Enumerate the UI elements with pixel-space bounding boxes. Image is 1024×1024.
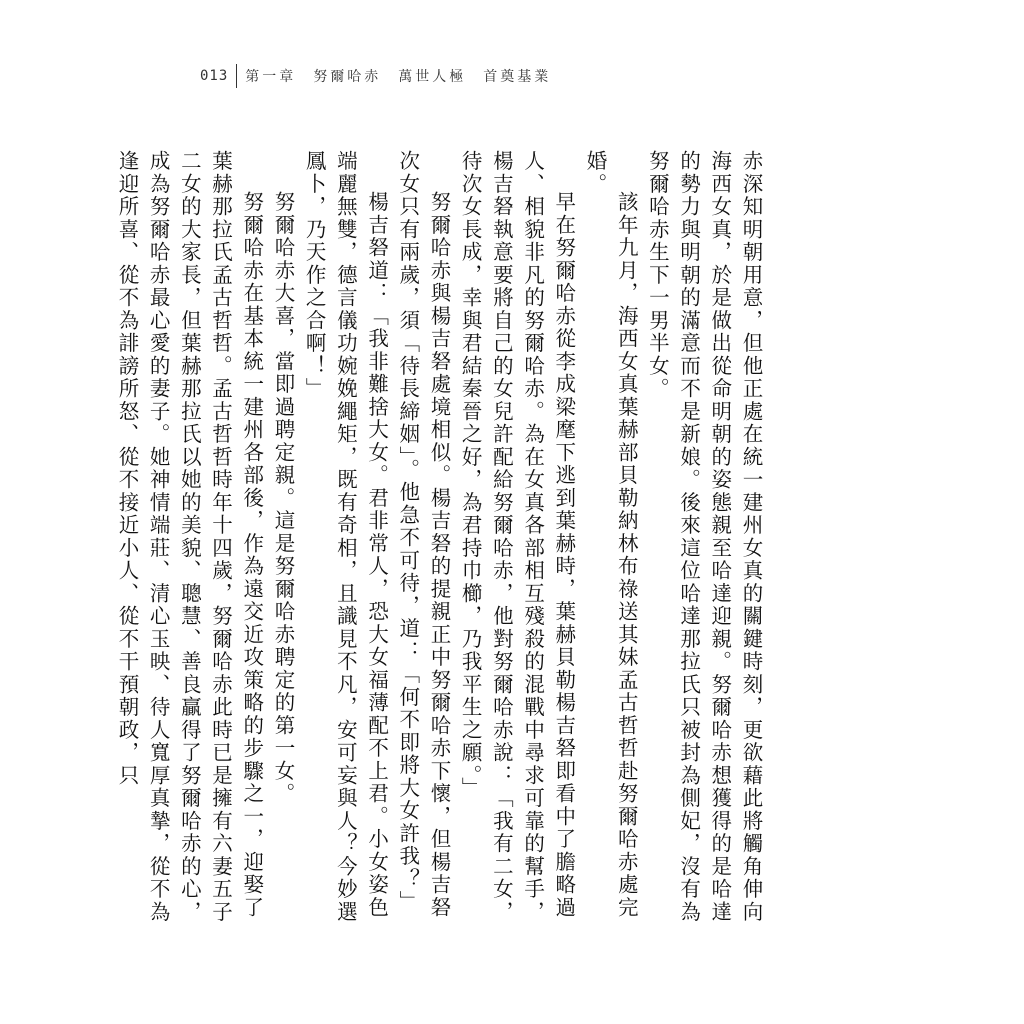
- vertical-text-body: [114, 150, 766, 940]
- paragraph: 努爾哈赤與楊吉砮處境相似。楊吉砮的提親正中努爾哈赤下懷，但楊吉砮次女只有兩歲，須「待長締姻」。他急不可待，道：「何不即將大女許我？」: [395, 150, 451, 919]
- running-header: [200, 64, 551, 88]
- paragraph: 早在努爾哈赤從李成梁麾下逃到葉赫時，葉赫貝勒楊吉砮即看中了膽略過人、相貌非凡的努爾哈赤。為在女真各部相互殘殺的混戰中尋求可靠的幫手，楊吉砮執意要將自己的女兒許配給努爾哈赤，他對努爾哈赤說：「我有二女，待次女長成，幸與君結秦晉之好，為君持巾櫛，乃我平生之願。」: [458, 150, 576, 924]
- paragraph: 努爾哈赤在基本統一建州各部後，作為遠交近攻策略的步驟之一，迎娶了葉赫那拉氏孟古哲哲。孟古哲哲時年十四歲，努爾哈赤此時已是擁有六妻五子二女的大家長，但葉赫那拉氏以她的美貌、聰慧、善良贏得了努爾哈赤的心，成為努爾哈赤最心愛的妻子。她神情端莊、清心玉映、待人寬厚真摯，從不為逢迎所喜、從不為誹謗所怒、從不接近小人、從不干預朝政，只: [114, 150, 264, 924]
- header-divider: [236, 64, 237, 88]
- paragraph: 努爾哈赤大喜，當即過聘定親。這是努爾哈赤聘定的第一女。: [270, 191, 295, 806]
- paragraph-continued: 赤深知明朝用意，但他正處在統一建州女真的關鍵時刻，更欲藉此將觸角伸向海西女真，於是做出從命明朝的姿態親至哈達迎親。努爾哈赤想獲得的是哈達的勢力與明朝的滿意而不是新娘。後來這位哈達那拉氏只被封為側妃，沒有為努爾哈赤生下一男半女。: [645, 150, 763, 924]
- paragraph: 楊吉砮道：「我非難捨大女。君非常人，恐大女福薄配不上君。小女姿色端麗無雙，德言儀功婉娩繩矩，既有奇相，且識見不凡，安可妄與人？今妙選鳳卜，乃天作之合啊！」: [302, 150, 389, 924]
- chapter-title: 第一章 努爾哈赤 萬世人極 首奠基業: [245, 69, 552, 85]
- page-number: 013: [200, 68, 229, 84]
- paragraph: 該年九月，海西女真葉赫部貝勒納林布祿送其妹孟古哲哲赴努爾哈赤處完婚。: [582, 150, 639, 919]
